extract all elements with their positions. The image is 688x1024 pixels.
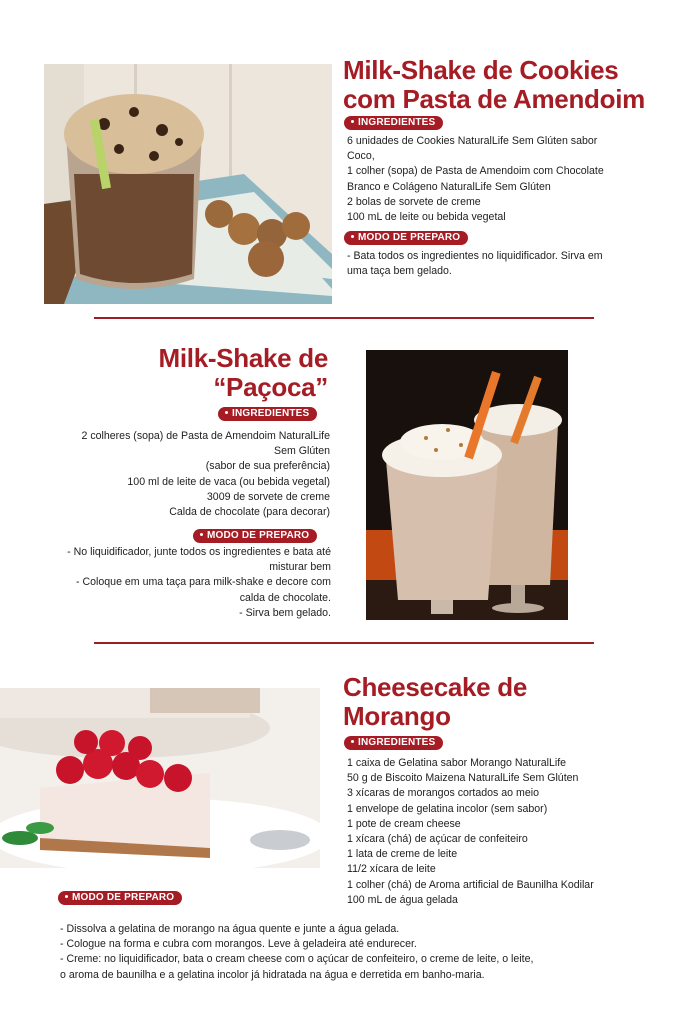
- recipe3-ingredients-list: [347, 756, 594, 908]
- method-line: - Coloque em uma taça para milk-shake e decore com: [76, 576, 331, 589]
- bullet-icon: [65, 895, 68, 898]
- ingredient-line: 11/2 xícara de leite: [347, 863, 436, 876]
- recipe3-title-line1: Cheesecake de: [343, 672, 528, 702]
- recipe1-method-label-text: MODO DE PREPARO: [358, 232, 461, 243]
- recipe1-title: [343, 56, 645, 114]
- method-line: calda de chocolate.: [239, 591, 331, 604]
- ingredient-line: 3 xícaras de morangos cortados ao meio: [347, 787, 539, 800]
- strawberry-cheesecake-photo: [0, 688, 320, 868]
- recipe1-ingredients-label: [344, 116, 443, 130]
- recipe3-method-label: [58, 891, 182, 905]
- recipe3-method-list: [60, 922, 533, 983]
- bullet-icon: [351, 120, 354, 123]
- ingredient-line: Sem Glúten: [274, 445, 330, 458]
- cookie-milkshake-photo: [44, 64, 332, 304]
- recipe3-title: [343, 673, 527, 731]
- method-line: - Sirva bem gelado.: [239, 606, 331, 619]
- ingredient-line: Coco,: [347, 150, 375, 163]
- pacoca-milkshake-photo: [366, 350, 568, 620]
- ingredient-line: 100 ml de leite de vaca (ou bebida vegetal): [127, 475, 330, 488]
- bullet-icon: [351, 740, 354, 743]
- method-line: - No liquidificador, junte todos os ingredientes e bata até: [67, 546, 331, 558]
- method-line: - Dissolva a gelatina de morango na água quente e junte a água gelada.: [60, 923, 400, 935]
- bullet-icon: [225, 411, 228, 414]
- recipe2-ingredients-label: [218, 407, 317, 421]
- recipe2-method-label: [193, 529, 317, 543]
- recipe1-ingredients-list: [347, 134, 604, 225]
- ingredient-line: 2 bolas de sorvete de creme: [347, 195, 481, 208]
- ingredient-line: Branco e Colágeno NaturalLife Sem Glúten: [347, 180, 551, 193]
- recipe1-title-line2: com Pasta de Amendoim: [343, 84, 645, 114]
- ingredient-line: 1 colher (chá) de Aroma artificial de Baunilha Kodilar: [347, 878, 594, 891]
- ingredient-line: 6 unidades de Cookies NaturalLife Sem Glúten sabor: [347, 135, 598, 147]
- recipe1-method-list: [347, 249, 603, 279]
- method-line: - Bata todos os ingredientes no liquidificador. Sirva em: [347, 250, 603, 262]
- section-divider: [94, 317, 594, 319]
- recipe1-title-line1: Milk-Shake de Cookies: [343, 55, 619, 85]
- ingredient-line: 1 pote de cream cheese: [347, 817, 461, 830]
- recipe2-ingredients-label-text: INGREDIENTES: [232, 408, 310, 419]
- ingredient-line: 1 caixa de Gelatina sabor Morango NaturalLife: [347, 757, 567, 769]
- method-line: misturar bem: [269, 561, 331, 574]
- ingredient-line: 3009 de sorvete de creme: [206, 490, 330, 503]
- ingredient-line: 100 mL de água gelada: [347, 893, 458, 906]
- bullet-icon: [351, 235, 354, 238]
- recipe2-title-line2: “Paçoca”: [213, 372, 328, 402]
- recipe2-ingredients-list: [81, 429, 330, 520]
- section-divider: [94, 642, 594, 644]
- recipe3-method-label-text: MODO DE PREPARO: [72, 892, 175, 903]
- method-line: o aroma de baunilha e a gelatina incolor já hidratada na água e derretida em banho-maria.: [60, 968, 485, 981]
- recipe2-method-label-text: MODO DE PREPARO: [207, 530, 310, 541]
- recipe2-title: [159, 344, 329, 402]
- recipe1-method-label: [344, 231, 468, 245]
- recipe2-method-list: [67, 545, 331, 621]
- recipe2-title-line1: Milk-Shake de: [158, 343, 328, 373]
- recipe3-title-line2: Morango: [343, 701, 451, 731]
- ingredient-line: 1 lata de creme de leite: [347, 848, 458, 861]
- ingredient-line: 1 envelope de gelatina incolor (sem sabor): [347, 802, 548, 815]
- method-line: - Creme: no liquidificador, bata o cream cheese com o açúcar de confeiteiro, o creme de leite, o leite,: [60, 953, 534, 966]
- ingredient-line: Calda de chocolate (para decorar): [169, 506, 330, 519]
- ingredient-line: 1 colher (sopa) de Pasta de Amendoim com Chocolate: [347, 165, 604, 178]
- ingredient-line: 2 colheres (sopa) de Pasta de Amendoim NaturalLife: [81, 430, 330, 442]
- method-line: - Cologue na forma e cubra com morangos. Leve à geladeira até endurecer.: [60, 938, 417, 951]
- bullet-icon: [200, 533, 203, 536]
- recipe1-ingredients-label-text: INGREDIENTES: [358, 117, 436, 128]
- ingredient-line: 100 mL de leite ou bebida vegetal: [347, 211, 506, 224]
- recipe3-ingredients-label: [344, 736, 443, 750]
- ingredient-line: (sabor de sua preferência): [205, 460, 330, 473]
- ingredient-line: 1 xícara (chá) de açúcar de confeiteiro: [347, 833, 528, 846]
- ingredient-line: 50 g de Biscoito Maizena NaturalLife Sem Glúten: [347, 772, 579, 785]
- method-line: uma taça bem gelado.: [347, 265, 452, 278]
- recipe3-ingredients-label-text: INGREDIENTES: [358, 737, 436, 748]
